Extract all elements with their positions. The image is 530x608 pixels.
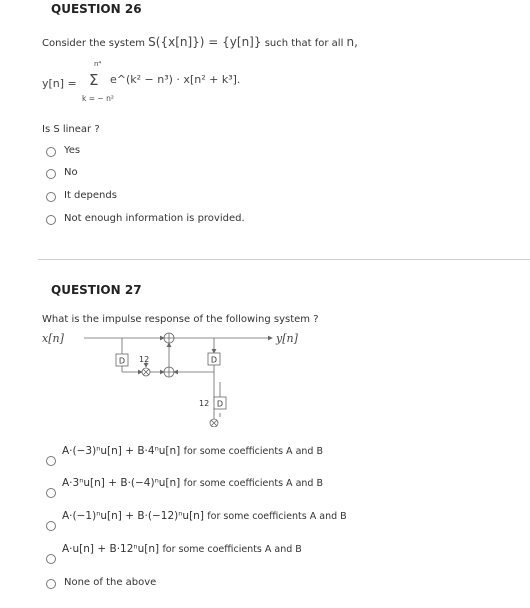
q27-option-2-suffix: for some coefficients A and B [183, 478, 323, 489]
q26-option-3-label: It depends [64, 190, 117, 201]
q26-option-4-radio[interactable] [46, 215, 56, 225]
delay-right-bottom-label: D [216, 399, 224, 409]
q27-option-4-suffix: for some coefficients A and B [162, 544, 302, 555]
q26-option-3-radio[interactable] [46, 192, 56, 202]
delay-right-top-label: D [210, 355, 218, 365]
q26-question: Is S linear ? [42, 124, 100, 135]
q26-option-2-label: No [64, 167, 78, 178]
q26-prompt-prefix: Consider the system [42, 38, 145, 49]
q26-prompt-var: n, [346, 35, 358, 49]
q27-option-5-radio[interactable] [46, 579, 56, 589]
q27-option-4-expr: A·u[n] + B·12ⁿu[n] [62, 543, 160, 555]
q27-option-5-label: None of the above [64, 577, 157, 588]
q27-option-1 [62, 445, 323, 457]
q26-option-1-label: Yes [64, 145, 81, 156]
signal-lines [84, 338, 272, 419]
q26-option-4-label: Not enough information is provided. [64, 213, 245, 224]
question-separator [38, 259, 530, 260]
q27-option-1-suffix: for some coefficients A and B [183, 446, 323, 457]
output-label: y[n] [276, 332, 298, 345]
q27-option-3-expr: A·(−1)ⁿu[n] + B·(−12)ⁿu[n] [62, 510, 204, 522]
gain-right-label: 12 [199, 399, 210, 408]
q26-option-1-radio[interactable] [46, 147, 56, 157]
q27-question: What is the impulse response of the following system ? [42, 314, 319, 325]
q27-option-4-radio[interactable] [46, 554, 56, 564]
q27-option-3-radio[interactable] [46, 521, 56, 531]
input-label: x[n] [42, 332, 64, 345]
gain-left-label: 12 [139, 355, 150, 364]
q27-option-3 [62, 510, 347, 522]
question-26-title: QUESTION 26 [51, 2, 142, 16]
question-27-title: QUESTION 27 [51, 283, 142, 297]
q26-option-2-radio[interactable] [46, 169, 56, 179]
q26-sum-upper: n⁴ [94, 60, 102, 68]
block-diagram [38, 327, 328, 427]
q26-sum-lower: k = − n² [82, 94, 114, 103]
q27-option-4 [62, 543, 302, 555]
delay-left-label: D [118, 356, 126, 366]
q26-eq-lhs: y[n] = [42, 77, 77, 90]
q27-option-3-suffix: for some coefficients A and B [207, 511, 347, 522]
q26-eq-body: e^(k² − n³) · x[n² + k³]. [110, 73, 241, 86]
q27-option-2-expr: A·3ⁿu[n] + B·(−4)ⁿu[n] [62, 477, 181, 489]
q27-option-1-expr: A·(−3)ⁿu[n] + B·4ⁿu[n] [62, 445, 181, 457]
q26-prompt [42, 35, 358, 49]
q26-system-expr: S({x[n]}) = {y[n]} [148, 35, 262, 49]
q27-option-2-radio[interactable] [46, 488, 56, 498]
q26-sum-symbol: Σ [89, 71, 99, 89]
q27-option-1-radio[interactable] [46, 456, 56, 466]
q27-option-2 [62, 477, 323, 489]
q26-prompt-suffix: such that for all [264, 38, 344, 49]
